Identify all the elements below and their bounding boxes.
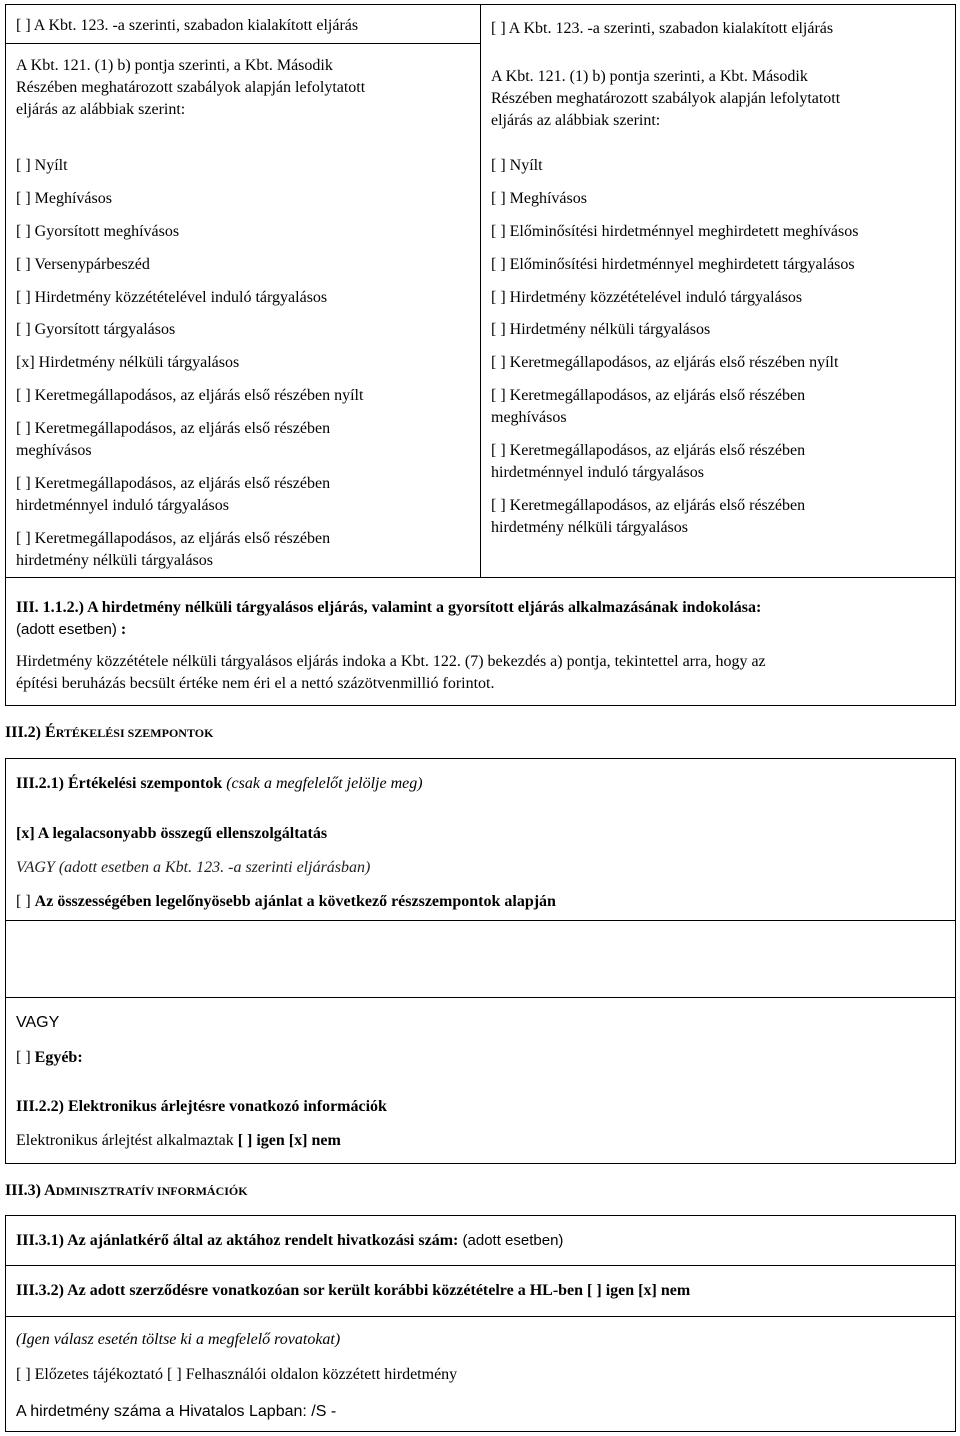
justification-note: (adott esetben): [16, 621, 117, 638]
section-admin-num: III.3): [5, 1182, 45, 1199]
eauction-question: Elektronikus árlejtést alkalmaztak: [16, 1132, 238, 1149]
justification-body-line: Hirdetmény közzététele nélküli tárgyalásos eljárás indoka a Kbt. 122. (7) bekezdés a) pontja, tekintettel arra, hogy az: [16, 653, 766, 670]
eauction-value: [ ] igen [x] nem: [237, 1132, 341, 1149]
section-evaluation-rest: RTÉKELÉSI SZEMPONTOK: [55, 726, 214, 740]
right-intro-line: eljárás az alábbiak szerint:: [491, 112, 661, 129]
other-or: VAGY: [16, 1014, 60, 1031]
left-option-negotiated-with-notice: [ ] Hirdetmény közzétételével induló tárgyalásos: [16, 289, 328, 306]
criterion-best-value-text: Az összességében legelőnyösebb ajánlat a következő részszempontok alapján: [34, 893, 556, 910]
previous-publication-options: [ ] Előzetes tájékoztató [ ] Felhasználói oldalon közzétett hirdetmény: [16, 1366, 458, 1383]
justification-subheading: [16, 619, 126, 641]
other-criterion-box: [ ]: [16, 1049, 35, 1066]
evaluation-criteria-note: (csak a megfelelőt jelölje meg): [222, 775, 423, 792]
justification-heading: III. 1.1.2.) A hirdetmény nélküli tárgyalásos eljárás, valamint a gyorsított eljárás alkalmazásának indokolása:: [16, 599, 762, 616]
reference-number: [16, 1230, 563, 1252]
right-option-framework-restricted-cont: meghívásos: [491, 409, 567, 426]
criterion-lowest-price: [x] A legalacsonyabb összegű ellenszolgáltatás: [16, 825, 328, 842]
left-option-framework-negotiated-no-notice: [ ] Keretmegállapodásos, az eljárás első részében: [16, 530, 331, 547]
left-intro-line: eljárás az alábbiak szerint:: [16, 101, 186, 118]
left-option-framework-restricted: [ ] Keretmegállapodásos, az eljárás első részében: [16, 420, 331, 437]
left-option-negotiated-without-notice: [x] Hirdetmény nélküli tárgyalásos: [16, 354, 240, 371]
criterion-best-value-box: [ ]: [16, 893, 35, 910]
evaluation-criteria-title-text: III.2.1) Értékelési szempontok: [16, 775, 223, 792]
left-option-framework-negotiated-no-notice-cont: hirdetmény nélküli tárgyalásos: [16, 552, 213, 569]
right-option-restricted: [ ] Meghívásos: [491, 190, 587, 207]
other-criterion: [16, 1047, 83, 1069]
left-intro-line: Részében meghatározott szabályok alapján lefolytatott: [16, 79, 366, 96]
eauction-answer: [16, 1130, 341, 1152]
right-option-framework-negotiated-notice-cont: hirdetménnyel induló tárgyalásos: [491, 464, 704, 481]
section-evaluation-num: III.2): [5, 724, 46, 741]
right-option-framework-negotiated-no-notice-cont: hirdetmény nélküli tárgyalásos: [491, 519, 688, 536]
left-option-framework-negotiated-notice-cont: hirdetménnyel induló tárgyalásos: [16, 497, 229, 514]
justification-colon: :: [116, 621, 127, 638]
right-option-framework-negotiated-notice: [ ] Keretmegállapodásos, az eljárás első részében: [491, 442, 806, 459]
right-option-prequal-restricted: [ ] Előminősítési hirdetménnyel meghirdetett meghívásos: [491, 223, 859, 240]
evaluation-criteria-title: [16, 773, 423, 795]
criterion-best-value: [16, 891, 556, 913]
right-intro-line: Részében meghatározott szabályok alapján lefolytatott: [491, 90, 841, 107]
right-option-framework-restricted: [ ] Keretmegállapodásos, az eljárás első részében: [491, 387, 806, 404]
left-option-open: [ ] Nyílt: [16, 157, 68, 174]
previous-publication-title: III.3.2) Az adott szerződésre vonatkozóan sor került korábbi közzétételre a HL-ben [ ] igen [x] nem: [16, 1282, 691, 1299]
right-option-open: [ ] Nyílt: [491, 157, 543, 174]
right-option-negotiated-with-notice: [ ] Hirdetmény közzétételével induló tárgyalásos: [491, 289, 803, 306]
section-admin-cap: A: [44, 1182, 56, 1199]
justification-body-line: építési beruházás becsült értéke nem éri el a nettó százötvenmillió forintot.: [16, 675, 495, 692]
right-free-procedure: [ ] A Kbt. 123. -a szerinti, szabadon kialakított eljárás: [491, 20, 834, 37]
right-option-negotiated-without-notice: [ ] Hirdetmény nélküli tárgyalásos: [491, 321, 711, 338]
right-option-framework-negotiated-no-notice: [ ] Keretmegállapodásos, az eljárás első részében: [491, 497, 806, 514]
right-option-framework-open: [ ] Keretmegállapodásos, az eljárás első részében nyílt: [491, 354, 839, 371]
left-option-accelerated-negotiated: [ ] Gyorsított tárgyalásos: [16, 321, 176, 338]
right-option-prequal-negotiated: [ ] Előminősítési hirdetménnyel meghirdetett tárgyalásos: [491, 256, 855, 273]
reference-number-title: III.3.1) Az ajánlatkérő által az aktához rendelt hivatkozási szám:: [16, 1232, 459, 1249]
section-admin-heading: [5, 1180, 248, 1202]
previous-publication-rule: [5, 1316, 956, 1317]
previous-publication-note: (Igen válasz esetén töltse ki a megfelelő rovatokat): [16, 1331, 341, 1348]
section-admin-rest: DMINISZTRATÍV INFORMÁCIÓK: [55, 1184, 248, 1198]
eauction-title: III.2.2) Elektronikus árlejtésre vonatkozó információk: [16, 1098, 387, 1115]
right-intro-line: A Kbt. 121. (1) b) pontja szerinti, a Kbt. Második: [491, 68, 808, 85]
left-free-procedure: [ ] A Kbt. 123. -a szerinti, szabadon kialakított eljárás: [16, 17, 359, 34]
left-header-rule: [5, 43, 480, 44]
official-journal-number: A hirdetmény száma a Hivatalos Lapban: /S -: [16, 1403, 337, 1420]
left-option-competitive-dialogue: [ ] Versenypárbeszéd: [16, 256, 150, 273]
left-option-framework-restricted-cont: meghívásos: [16, 442, 92, 459]
evaluation-criteria-rule: [5, 920, 956, 921]
left-intro-line: A Kbt. 121. (1) b) pontja szerinti, a Kbt. Második: [16, 57, 333, 74]
left-option-framework-negotiated-notice: [ ] Keretmegállapodásos, az eljárás első részében: [16, 475, 331, 492]
section-evaluation-cap: É: [45, 724, 56, 741]
reference-number-note: (adott esetben): [458, 1232, 564, 1249]
left-option-framework-open: [ ] Keretmegállapodásos, az eljárás első részében nyílt: [16, 387, 364, 404]
other-criterion-label: Egyéb:: [34, 1049, 83, 1066]
section-evaluation-heading: [5, 722, 213, 744]
criterion-or-note: VAGY (adott esetben a Kbt. 123. -a szerinti eljárásban): [16, 859, 371, 876]
top-table-divider: [480, 4, 481, 578]
left-option-accelerated-restricted: [ ] Gyorsított meghívásos: [16, 223, 180, 240]
left-option-restricted: [ ] Meghívásos: [16, 190, 112, 207]
